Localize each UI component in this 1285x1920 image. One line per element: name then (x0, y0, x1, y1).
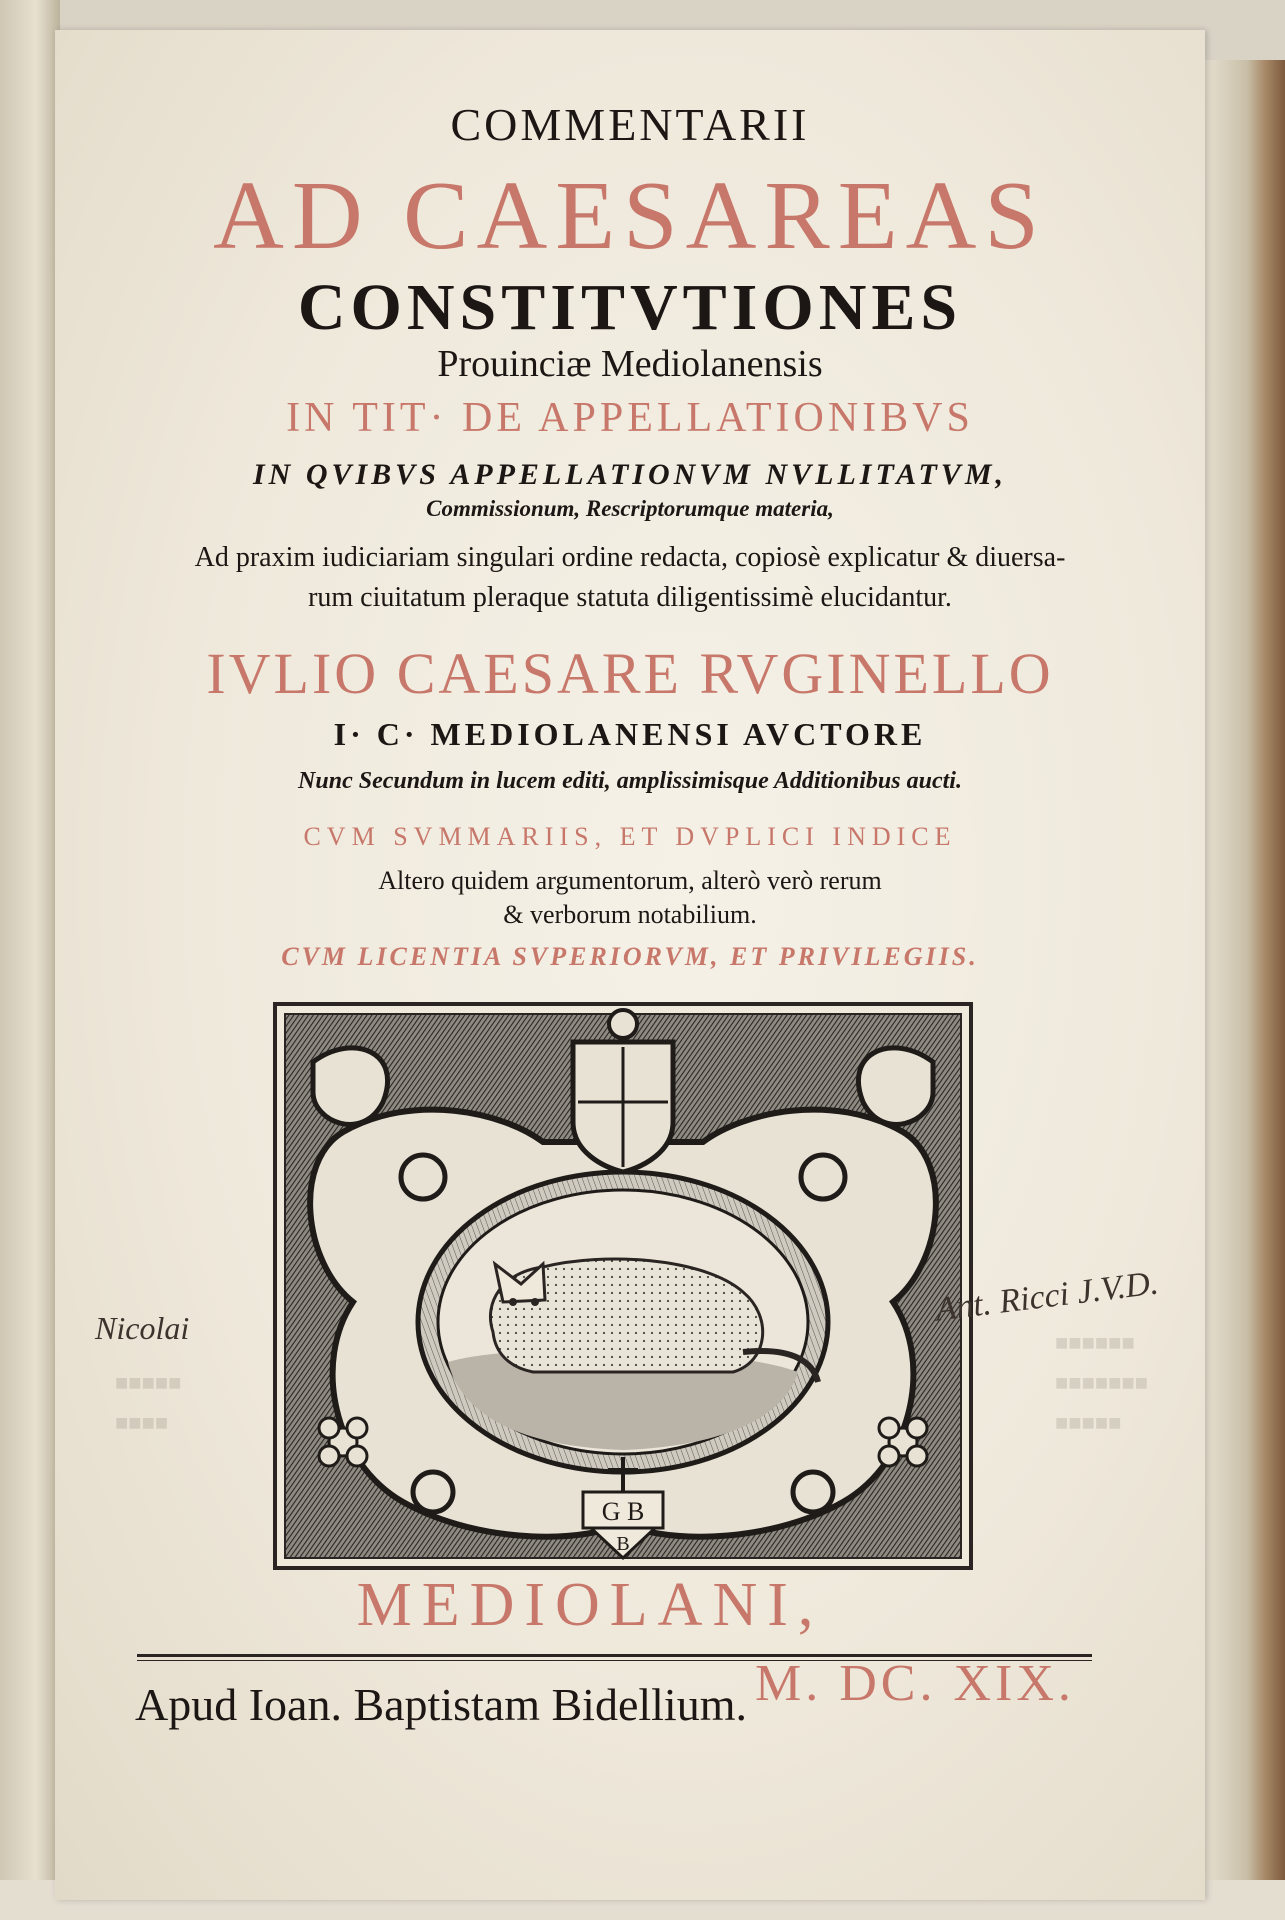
page-edges-right (1200, 60, 1285, 1920)
author-name: IVLIO CAESARE RVGINELLO (206, 641, 1054, 706)
bleed-through-text: ■■■■■ (115, 1370, 182, 1395)
title-page (55, 30, 1205, 1900)
edition-statement: Nunc Secundum in lucem editi, amplissimisque Additionibus aucti. (298, 768, 962, 794)
handwritten-annotation-left: Nicolai (95, 1310, 190, 1346)
summaries-statement: CVM SVMMARIIS, ET DVPLICI INDICE (303, 822, 957, 851)
imprint-place: MEDIOLANI, (356, 1571, 824, 1639)
title-constitutiones: CONSTITVTIONES (297, 271, 963, 344)
device-monogram-top: G B (601, 1497, 645, 1526)
bleed-through-text: ■■■■■ (1055, 1410, 1122, 1435)
subtitle-in-quibus: IN QVIBVS APPELLATIONVM NVLLITATVM, (252, 458, 1007, 491)
bleed-through-text: ■■■■ (115, 1410, 169, 1435)
bleed-through-text: ■■■■■■ (1055, 1330, 1135, 1355)
device-monogram-bottom: B (616, 1533, 630, 1555)
subtitle-commissionum: Commissionum, Rescriptorumque materia, (426, 496, 834, 521)
license-statement: CVM LICENTIA SVPERIORVM, ET PRIVILEGIIS. (281, 942, 979, 971)
handwritten-annotation-right: Ant. Ricci J.V.D. (933, 1264, 1161, 1329)
index-description-line-1: Altero quidem argumentorum, alterò verò rerum (378, 866, 882, 895)
description-line-2: rum ciuitatum pleraque statuta diligentissimè elucidantur. (308, 582, 952, 613)
author-title: I· C· MEDIOLANENSI AVCTORE (333, 716, 927, 752)
imprint-year: M. DC. XIX. (755, 1655, 1075, 1712)
index-description-line-2: & verborum notabilium. (503, 900, 757, 929)
description-line-1: Ad praxim iudiciariam singulari ordine redacta, copiosè explicatur & diuersa- (194, 542, 1066, 573)
subtitle-in-tit: IN TIT· DE APPELLATIONIBVS (286, 395, 974, 441)
subtitle-province: Prouinciæ Mediolanensis (437, 343, 823, 385)
imprint-printer: Apud Ioan. Baptistam Bidellium. (135, 1679, 747, 1730)
bleed-through-text: ■■■■■■■ (1055, 1370, 1149, 1395)
printers-device-engraving (273, 1002, 973, 1570)
title-ad-caesareas: AD CAESAREAS (213, 162, 1047, 270)
title-commentarii: COMMENTARII (450, 99, 810, 150)
